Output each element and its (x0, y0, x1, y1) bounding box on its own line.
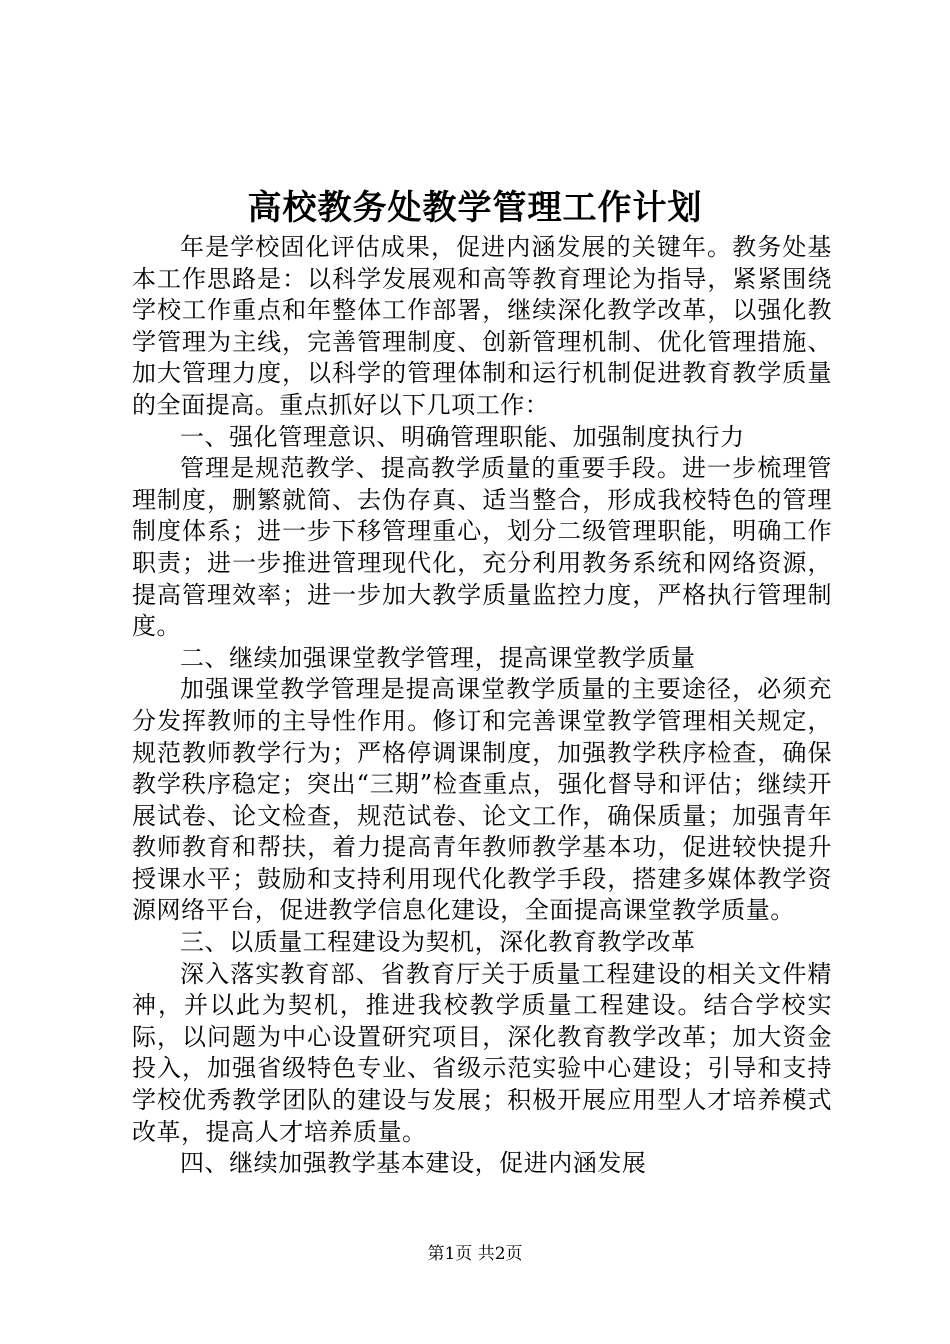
section-paragraph-2: 加强课堂教学管理是提高课堂教学质量的主要途径，必须充分发挥教师的主导性作用。修订和完善课堂教学管理相关规定，规范教师教学行为；严格停调课制度，加强教学秩序检查，确保教学秩序稳定；突出“三期”检查重点，强化督导和评估；继续开展试卷、论文检查，规范试卷、论文工作，确保质量；加强青年教师教育和帮扶，着力提高青年教师教学基本功，促进较快提升授课水平；鼓励和支持利用现代化教学手段，搭建多媒体教学资源网络平台，促进教学信息化建设，全面提高课堂教学质量。 (132, 675, 832, 925)
document-body (132, 232, 832, 1180)
section-paragraph-3: 深入落实教育部、省教育厅关于质量工程建设的相关文件精神，并以此为契机，推进我校教学质量工程建设。结合学校实际，以问题为中心设置研究项目，深化教育教学改革；加大资金投入，加强省级特色专业、省级示范实验中心建设；引导和支持学校优秀教学团队的建设与发展；积极开展应用型人才培养模式改革，提高人才培养质量。 (132, 959, 832, 1146)
section-heading-2: 二、继续加强课堂教学管理，提高课堂教学质量 (180, 643, 696, 672)
section-heading-1: 一、强化管理意识、明确管理职能、加强制度执行力 (180, 422, 745, 451)
section-heading-4: 四、继续加强教学基本建设，促进内涵发展 (180, 1149, 647, 1178)
section-paragraph-1: 管理是规范教学、提高教学质量的重要手段。进一步梳理管理制度，删繁就简、去伪存真、适当整合，形成我校特色的管理制度体系；进一步下移管理重心，划分二级管理职能，明确工作职责；进一步推进管理现代化，充分利用教务系统和网络资源，提高管理效率；进一步加大教学质量监控力度，严格执行管理制度。 (132, 454, 832, 641)
page-footer: 第1页 共2页 (427, 1244, 523, 1264)
document-title: 高校教务处教学管理工作计划 (247, 188, 703, 228)
intro-paragraph: 年是学校固化评估成果，促进内涵发展的关键年。教务处基本工作思路是：以科学发展观和高等教育理论为指导，紧紧围绕学校工作重点和年整体工作部署，继续深化教学改革，以强化教学管理为主线，完善管理制度、创新管理机制、优化管理措施、加大管理力度，以科学的管理体制和运行机制促进教育教学质量的全面提高。重点抓好以下几项工作： (132, 233, 832, 419)
section-heading-3: 三、以质量工程建设为契机，深化教育教学改革 (180, 928, 696, 957)
